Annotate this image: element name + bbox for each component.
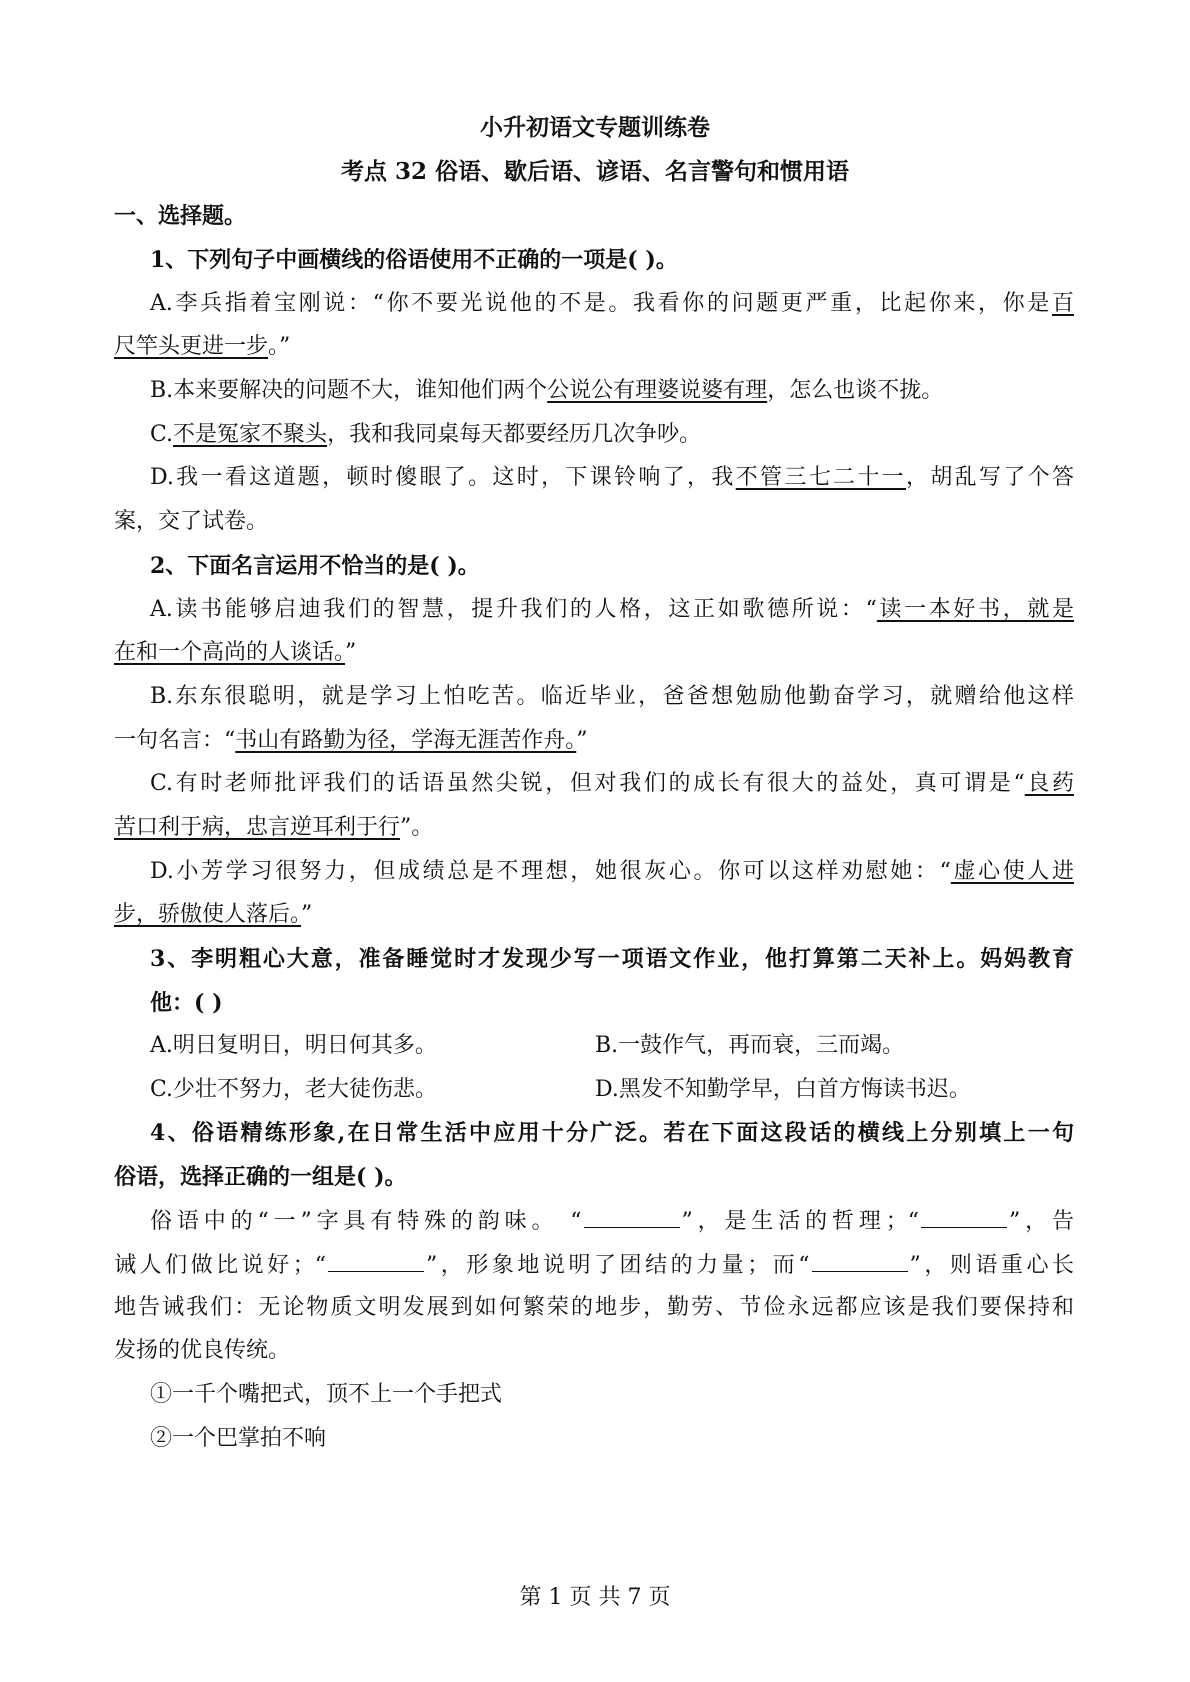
question-2-option-c: C.有时老师批评我们的话语虽然尖锐，但对我们的成长有很大的益处，真可谓是“良药 xyxy=(150,771,1074,796)
question-4-stem-cont: 俗语，选择正确的一组是( )。 xyxy=(114,1164,407,1190)
question-1-option-d-cont: 案，交了试卷。 xyxy=(114,509,269,534)
question-2-stem: 2、下面名言运用不恰当的是( )。 xyxy=(150,553,480,579)
fill-blank xyxy=(584,1205,680,1228)
question-4-choice-1: ①一千个嘴把式，顶不上一个手把式 xyxy=(150,1382,503,1407)
section-heading: 一、选择题。 xyxy=(114,203,247,229)
question-3-option-b: B.一鼓作气，再而衰，三而竭。 xyxy=(595,1033,905,1058)
question-3-options-row-1 xyxy=(150,1031,1074,1061)
question-1-option-c: C.不是冤家不聚头，我和我同桌每天都要经历几次争吵。 xyxy=(150,422,702,447)
question-4-passage-line-2: 诫人们做比说好；“ ”，形象地说明了团结的力量；而“ ”，则语重心长 xyxy=(114,1249,1074,1281)
question-3-option-a: A.明日复明日，明日何其多。 xyxy=(150,1033,437,1058)
question-3-option-d: D.黑发不知勤学早，白首方悔读书迟。 xyxy=(595,1077,971,1102)
question-2-option-d: D.小芳学习很努力，但成绩总是不理想，她很灰心。你可以这样劝慰她：“虚心使人进 xyxy=(150,859,1074,884)
question-1-option-a: A.李兵指着宝刚说：“你不要光说他的不是。我看你的问题更严重，比起你来，你是百 xyxy=(150,291,1074,316)
question-4-passage-line-4: 发扬的优良传统。 xyxy=(114,1338,291,1363)
question-2-option-a: A.读书能够启迪我们的智慧，提升我们的人格，这正如歌德所说：“读一本好书，就是 xyxy=(150,597,1074,622)
document-title: 小升初语文专题训练卷 xyxy=(480,114,710,141)
question-1-option-d: D.我一看这道题，顿时傻眼了。这时，下课铃响了，我不管三七二十一，胡乱写了个答 xyxy=(150,465,1074,490)
fill-blank xyxy=(812,1249,908,1272)
question-2-option-b: B.东东很聪明，就是学习上怕吃苦。临近毕业，爸爸想勉励他勤奋学习，就赠给他这样 xyxy=(150,684,1074,709)
fill-blank xyxy=(328,1249,424,1272)
question-2-option-c-cont: 苦口利于病，忠言逆耳利于行”。 xyxy=(114,815,434,840)
document-subtitle: 考点 32 俗语、歇后语、谚语、名言警句和惯用语 xyxy=(340,158,850,185)
question-3-option-c: C.少壮不努力，老大徒伤悲。 xyxy=(150,1077,438,1102)
question-4-choice-2: ②一个巴掌拍不响 xyxy=(150,1426,327,1451)
question-3-stem-cont: 他：( ) xyxy=(150,990,223,1016)
question-2-option-b-cont: 一句名言：“书山有路勤为径，学海无涯苦作舟。” xyxy=(114,728,588,753)
question-3-options-row-2 xyxy=(150,1075,1074,1105)
question-4-passage-line-1: 俗语中的“一”字具有特殊的韵味。 “ ”，是生活的哲理；“ ”，告 xyxy=(150,1205,1074,1237)
question-4-stem: 4、俗语精练形象,在日常生活中应用十分广泛。若在下面这段话的横线上分别填上一句 xyxy=(150,1120,1074,1146)
page-number-footer: 第 1 页 共 7 页 xyxy=(519,1585,671,1610)
question-2-option-d-cont: 步，骄傲使人落后。” xyxy=(114,902,313,927)
question-1-option-a-cont: 尺竿头更进一步。” xyxy=(114,334,291,359)
question-4-passage-line-3: 地告诫我们：无论物质文明发展到如何繁荣的地步，勤劳、节俭永远都应该是我们要保持和 xyxy=(114,1295,1074,1320)
question-2-option-a-cont: 在和一个高尚的人谈话。” xyxy=(114,640,357,665)
question-1-stem: 1、下列句子中画横线的俗语使用不正确的一项是( )。 xyxy=(150,247,678,273)
question-3-stem: 3、李明粗心大意，准备睡觉时才发现少写一项语文作业，他打算第二天补上。妈妈教育 xyxy=(150,946,1074,972)
question-1-option-b: B.本来要解决的问题不大，谁知他们两个公说公有理婆说婆有理，怎么也谈不拢。 xyxy=(150,378,944,403)
fill-blank xyxy=(921,1205,1007,1228)
